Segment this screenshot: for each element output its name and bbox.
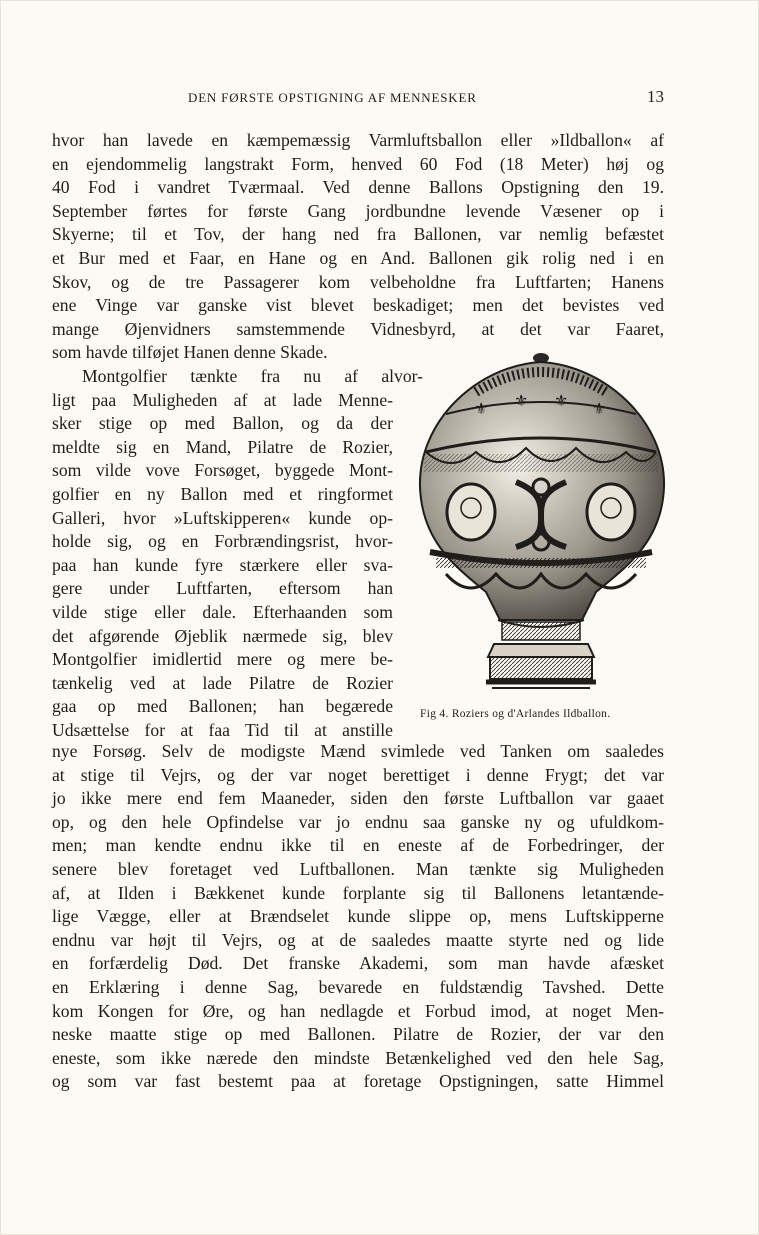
text-line: September førtes for første Gang jordbundne levende Væsener op i	[52, 200, 664, 221]
text-line: en Erklæring i denne Sag, bevarede en fuldstændig Tavshed. Dette	[52, 976, 664, 997]
text-line: eneste, som ikke nærede den mindste Betænkelighed ved den hele Sag,	[52, 1047, 664, 1068]
text-line: endnu var højt til Vejrs, og at de saaledes maatte styrte ned og lide	[52, 929, 664, 950]
text-line: men; man kendte endnu ikke til en eneste af de Forbedringer, der	[52, 835, 664, 856]
text-line: tænkelig ved at lade Pilatre de Rozier	[52, 672, 393, 693]
text-line: og som var fast bestemt paa at foretage Opstigningen, satte Himmel	[52, 1071, 664, 1092]
text-line: som havde tilføjet Hanen denne Skade.	[52, 342, 328, 363]
text-line: mange Øjenvidners samstemmende Vidnesbyrd, at det var Faaret,	[52, 318, 664, 339]
text-line: golfier en ny Ballon med et ringformet	[52, 483, 393, 504]
text-line: kom Kongen for Øre, og han nedlagde et Forbud imod, at noget Men-	[52, 1000, 664, 1021]
text-line: nye Forsøg. Selv de modigste Mænd svimlede ved Tanken om saaledes	[52, 741, 664, 761]
text-line: gere under Luftfarten, eftersom han	[52, 578, 393, 599]
svg-text:⚜: ⚜	[514, 391, 529, 410]
text-line: Montgolfier imidlertid mere og mere be-	[52, 649, 393, 670]
text-line: en forfærdelig Død. Det franske Akademi, som man havde afæsket	[52, 953, 664, 974]
paragraph-top	[52, 129, 664, 365]
text-line: Skyerne; til et Tov, der hang ned fra Ballonen, var nemlig befæstet	[52, 224, 664, 245]
text-line: senere blev foretaget ved Luftballonen. Man tænkte sig Muligheden	[52, 858, 664, 879]
text-line: 40 Fod i vandret Tværmaal. Ved denne Ballons Opstigning den 19.	[52, 177, 664, 198]
svg-text:⚜: ⚜	[474, 399, 489, 418]
text-line: sker stige op med Ballon, og da der	[52, 413, 393, 434]
text-line: Udsættelse for at faa Tid til at anstille	[52, 719, 393, 740]
text-line: Galleri, hvor »Luftskipperen« kunde op-	[52, 507, 393, 528]
text-line: det afgørende Øjeblik nærmede sig, blev	[52, 625, 393, 646]
balloon-engraving-icon	[416, 352, 666, 697]
balloon-illustration	[416, 352, 666, 697]
text-line: ene Vinge var ganske vist blevet beskadiget; men det bevistes ved	[52, 295, 664, 316]
text-line: som vilde vove Forsøget, byggede Mont-	[52, 460, 393, 481]
text-line: at stige til Vejrs, og der var noget berettiget i denne Frygt; det var	[52, 764, 664, 785]
text-line: af, at Ilden i Bækkenet kunde forplante sig til Ballonens letantænde-	[52, 882, 664, 903]
page-number: 13	[647, 87, 664, 106]
running-title: DEN FØRSTE OPSTIGNING AF MENNESKER	[188, 90, 477, 105]
text-line: paa han kunde fyre stærkere eller sva-	[52, 554, 393, 575]
paragraph-bottom	[52, 740, 664, 1094]
text-line: holde sig, og en Forbrændingsrist, hvor-	[52, 531, 393, 552]
svg-text:⚜: ⚜	[554, 391, 569, 410]
svg-text:⚜: ⚜	[592, 399, 607, 418]
figure-caption: Fig 4. Roziers og d'Arlandes Ildballon.	[420, 708, 611, 720]
text-line: jo ikke mere end fem Maaneder, siden den første Luftballon var gaaet	[52, 788, 664, 809]
text-line: meldte sig en Mand, Pilatre de Rozier,	[52, 436, 393, 457]
text-line: neske maatte stige op med Ballonen. Pilatre de Rozier, der var den	[52, 1024, 664, 1045]
text-line: et Bur med et Faar, en Hane og en And. Ballonen gik rolig ned i en	[52, 247, 664, 268]
text-line: en ejendommelig langstrakt Form, henved 60 Fod (18 Meter) høj og	[52, 153, 664, 174]
text-line: ligt paa Muligheden af at lade Menne-	[52, 389, 393, 410]
text-line: op, og den hele Opfindelse var jo endnu saa ganske ny og ufuldkom-	[52, 811, 664, 832]
text-line: vilde stige eller dale. Efterhaanden som	[52, 601, 393, 622]
text-line: Skov, og de tre Passagerer kom velbeholdne fra Luftfarten; Hanens	[52, 271, 664, 292]
text-line: lige Vægge, eller at Brændselet kunde slippe op, mens Luftskipperne	[52, 906, 664, 927]
text-line: Montgolfier tænkte fra nu af alvor-	[82, 366, 423, 386]
text-line: hvor han lavede en kæmpemæssig Varmluftsballon eller »Ildballon« af	[52, 130, 664, 150]
text-line: gaa op med Ballonen; han begærede	[52, 696, 393, 717]
